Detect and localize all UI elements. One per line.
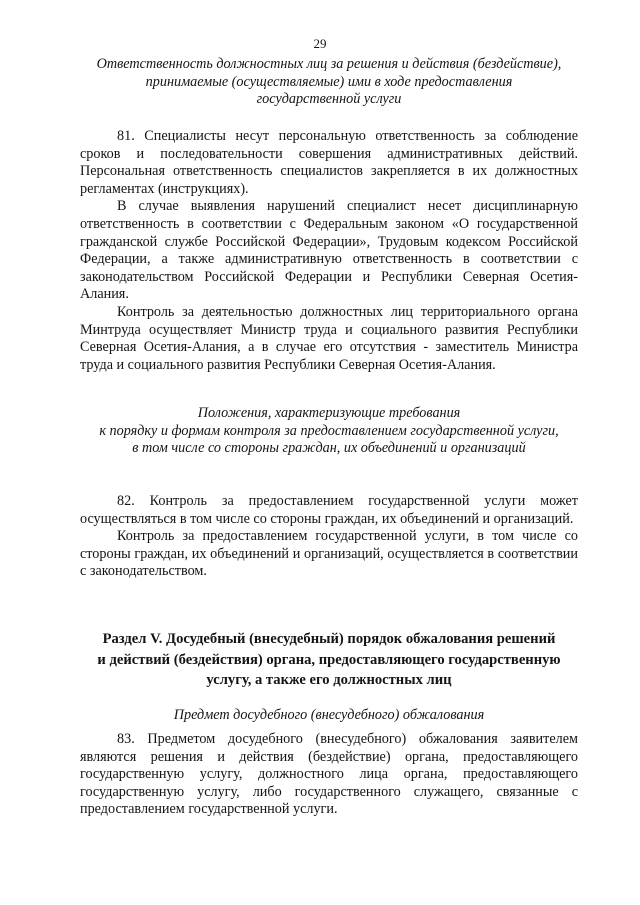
- heading-line: государственной услуги: [256, 91, 402, 108]
- heading-line: к порядку и формам контроля за предоставлением государственной услуги,: [99, 422, 559, 439]
- heading-line: в том числе со стороны граждан, их объединений и организаций: [132, 440, 526, 457]
- section-title-line: Раздел V. Досудебный (внесудебный) порядок обжалования решений: [102, 631, 556, 647]
- section-title-line: услугу, а также его должностных лиц: [206, 672, 452, 688]
- section-appeal-text: [80, 731, 578, 819]
- paragraph-minister-control: Контроль за деятельностью должностных лиц территориального органа Минтруда осуществляет Министр труда и социального развития Республики Северная Осетия-Алания, а в случае его отсутствия - заместитель Министра труда и социального развития Республики Северная Осетия-Алания.: [80, 303, 578, 373]
- section-responsibility-text: [80, 128, 578, 374]
- section-title-line: и действий (бездействия) органа, предоставляющего государственную: [97, 651, 561, 668]
- paragraph-control-legislation: Контроль за предоставлением государственной услуги, в том числе со стороны граждан, их объединений и организаций, осуществляется в соответствии с законодательством.: [80, 528, 578, 580]
- heading-control-requirements: [80, 405, 578, 458]
- page-number: 29: [313, 36, 327, 51]
- paragraph-disciplinary: В случае выявления нарушений специалист несет дисциплинарную ответственность в соответствии с Федеральным законом «О государственной гражданской службе Российской Федерации», Трудовым кодексом Российской Федерации, а также административную ответственность в соответствии с законодательством Российской Федерации и Республики Северная Осетия-Алания.: [80, 198, 578, 303]
- heading-official-responsibility: [80, 56, 578, 109]
- paragraph-83: 83. Предметом досудебного (внесудебного) обжалования заявителем являются решения и действия (бездействие) органа, предоставляющего государственную услугу, должностного лица органа, предоставляющего государственную услугу, либо государственного служащего, связанные с предоставлением государственной услуги.: [80, 731, 578, 818]
- heading-line: Положения, характеризующие требования: [197, 405, 461, 421]
- heading-line: Ответственность должностных лиц за решения и действия (бездействие),: [96, 56, 562, 72]
- paragraph-81: 81. Специалисты несут персональную ответственность за соблюдение сроков и последовательности совершения административных действий. Персональная ответственность специалистов закрепляется в их должностных регламентах (инструкциях).: [80, 128, 578, 197]
- section-v-title: [80, 629, 578, 691]
- heading-line: Предмет досудебного (внесудебного) обжалования: [173, 707, 485, 723]
- section-control-text: [80, 493, 578, 581]
- heading-appeal-subject: [80, 707, 578, 725]
- paragraph-82: 82. Контроль за предоставлением государственной услуги может осуществляться в том числе со стороны граждан, их объединений и организаций.: [80, 493, 578, 527]
- heading-line: принимаемые (осуществляемые) ими в ходе предоставления: [145, 73, 513, 90]
